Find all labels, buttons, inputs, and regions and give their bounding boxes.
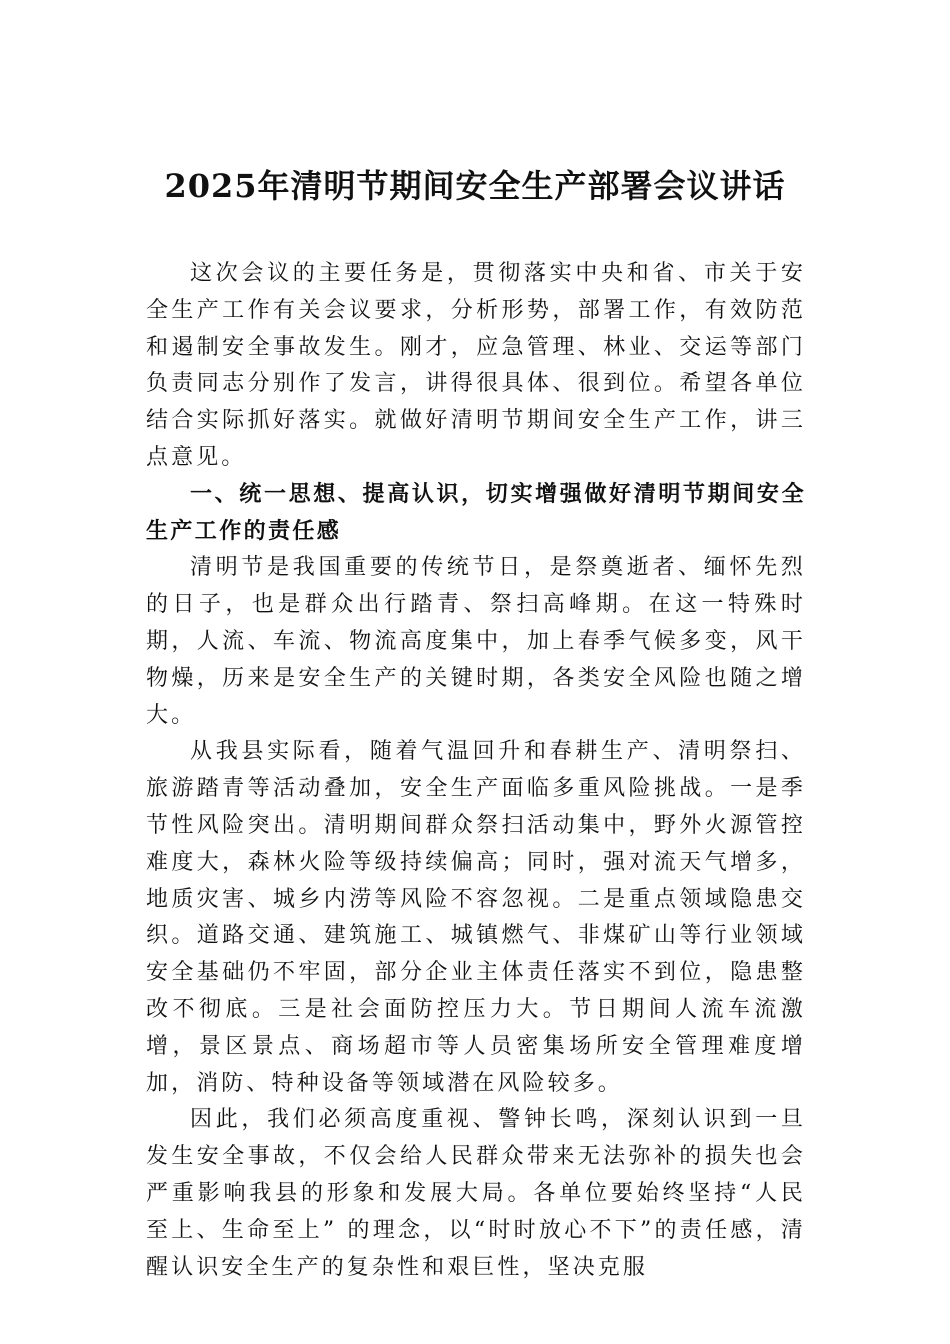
section-heading: 一、统一思想、提高认识，切实增强做好清明节期间安全生产工作的责任感: [146, 481, 806, 544]
body-paragraph: 从我县实际看，随着气温回升和春耕生产、清明祭扫、旅游踏青等活动叠加，安全生产面临多重风险挑战。一是季节性风险突出。清明期间群众祭扫活动集中，野外火源管控难度大，森林火险等级持续偏高；同时，强对流天气增多，地质灾害、城乡内涝等风险不容忽视。二是重点领域隐患交织。道路交通、建筑施工、城镇燃气、非煤矿山等行业领域安全基础仍不牢固，部分企业主体责任落实不到位，隐患整改不彻底。三是社会面防控压力大。节日期间人流车流激增，景区景点、商场超市等人员密集场所安全管理难度增加，消防、特种设备等领域潜在风险较多。: [146, 739, 806, 1096]
document-body: [146, 256, 806, 1286]
document-title: 2025年清明节期间安全生产部署会议讲话: [164, 167, 786, 205]
body-paragraph: 这次会议的主要任务是，贯彻落实中央和省、市关于安全生产工作有关会议要求，分析形势，部署工作，有效防范和遏制安全事故发生。刚才，应急管理、林业、交运等部门负责同志分别作了发言，讲得很具体、很到位。希望各单位结合实际抓好落实。就做好清明节期间安全生产工作，讲三点意见。: [146, 261, 806, 470]
body-paragraph: 因此，我们必须高度重视、警钟长鸣，深刻认识到一旦发生安全事故，不仅会给人民群众带来无法弥补的损失也会严重影响我县的形象和发展大局。各单位要始终坚持“人民至上、生命至上” 的理念，以“时时放心不下”的责任感，清醒认识安全生产的复杂性和艰巨性，坚决克服: [146, 1107, 806, 1280]
body-paragraph: 清明节是我国重要的传统节日，是祭奠逝者、缅怀先烈的日子，也是群众出行踏青、祭扫高峰期。在这一特殊时期，人流、车流、物流高度集中，加上春季气候多变，风干物燥，历来是安全生产的关键时期，各类安全风险也随之增大。: [146, 555, 806, 728]
